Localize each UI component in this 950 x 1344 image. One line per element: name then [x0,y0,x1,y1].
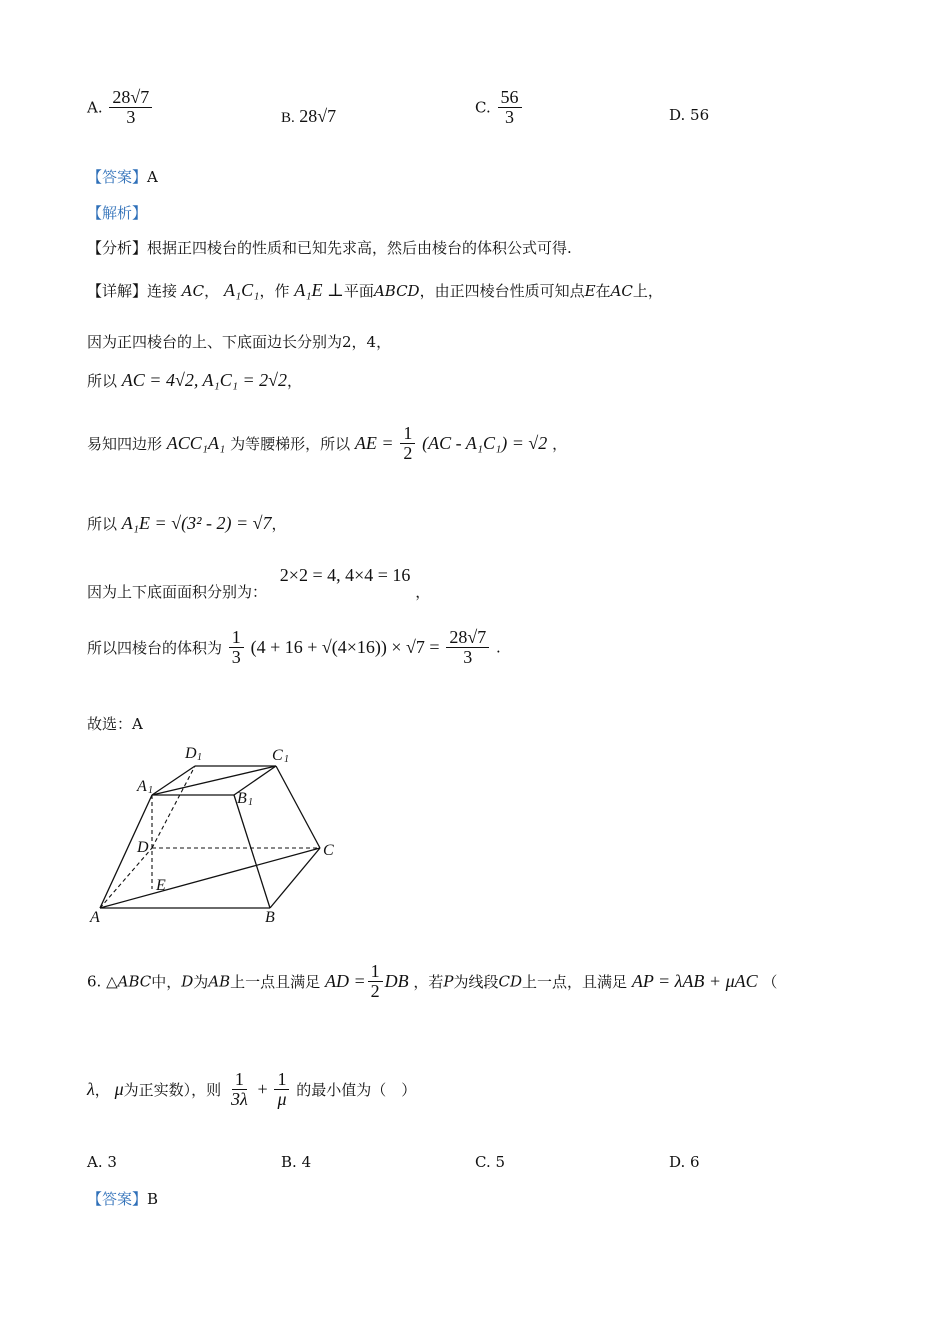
math: ACC₁A₁ [166,432,226,453]
math: CD [498,972,523,991]
label-b1-sub: 1 [248,797,253,808]
math: A₁E ⊥ [294,280,344,300]
q6-option-a [87,1153,117,1171]
math: μ [114,1078,124,1099]
label-e: E [156,877,166,894]
fraction-one-over-mu [274,1070,289,1109]
text: ， [94,1080,110,1099]
option-label: D. [669,106,686,124]
frustum-figure [80,735,350,930]
fraction-denominator: 3λ [230,1088,248,1109]
diag-a-c [100,848,320,908]
fraction-one-over-3lambda [228,1070,251,1109]
fraction-numerator: 1 [229,628,244,648]
text: 【详解】连接 [87,282,178,300]
label-b1: B [237,790,247,807]
answer-value: B [147,1190,159,1208]
diag-a1-c1 [152,766,276,795]
line-areas [87,565,431,601]
label-c1: C [272,747,283,764]
edge-a-d [100,848,152,908]
fraction-denominator: μ [277,1088,287,1109]
text: （ [762,972,778,991]
text: 因为上下底面面积分别为： [87,583,268,601]
fraction-denominator: 2 [403,442,413,463]
label-d1-sub: 1 [197,752,202,763]
text: ， [552,434,568,453]
math: AE = [354,432,394,453]
fraction-numerator: 56 [498,88,522,108]
text: 上一点，且满足 [522,972,628,991]
math: AC [181,282,205,300]
math: E [584,282,596,300]
text: 在 [595,282,611,300]
answer-tag: 【答案】 [87,1190,148,1208]
text: ，由正四棱台性质可知点 [419,282,585,300]
fraction-numerator: 1 [400,424,415,444]
edge-d-d1 [152,766,195,848]
option-label: B. [281,1153,297,1171]
q5-option-d [669,106,709,124]
q5-option-a [87,88,154,127]
fraction-third [229,628,244,667]
math: + [257,1078,268,1099]
text: 上一点且满足 [230,972,321,991]
fraction-denominator: 2 [370,980,380,1001]
math: (4 + 16 + √(4×16)) × √7 = [250,636,440,657]
line-diagonals [87,370,302,391]
text: ， [204,282,220,300]
option-value: 3 [107,1153,117,1171]
option-value: 56 [690,106,710,124]
fenxi-line: 【分析】根据正四棱台的性质和已知先求高，然后由棱台的体积公式可得. [87,239,572,257]
math: AC = 4√2, A₁C₁ = 2√2 [121,370,288,390]
text: ， [271,515,287,533]
option-value: 5 [495,1153,506,1171]
option-c-fraction [498,88,522,127]
line-trapezoid [87,424,567,463]
edge-b-c [270,848,320,908]
q5-option-b [281,106,336,127]
math: AP = λAB + μAC [631,970,758,991]
edge-b-b1 [234,795,270,908]
math: ABCD [373,282,420,300]
text: 上， [632,282,663,300]
text: 为 [193,972,209,991]
q6-option-d [669,1153,700,1171]
fraction-numerator: 1 [368,962,383,982]
q6-option-c [475,1153,505,1171]
text: 为线段 [453,972,499,991]
text: 为正实数），则 [123,1080,222,1099]
math: A₁E = √(3² - 2) = √7 [121,513,272,533]
option-a-fraction [109,88,152,127]
q6-stem-line1 [87,962,777,1001]
fraction-denominator: 3 [505,106,514,127]
q5-option-c [475,88,524,127]
line-side-lengths: 因为正四棱台的上、下底面边长分别为2，4， [87,333,392,351]
fraction-numerator: 28√7 [446,628,489,648]
line-height [87,513,287,534]
fraction-half [400,424,415,463]
fraction-denominator: 3 [231,646,241,667]
math: D [181,972,194,991]
text: 所以 [87,515,118,533]
option-label: C. [475,1153,491,1171]
q6-answer-line [87,1188,158,1209]
text: 易知四边形 [87,434,163,453]
text: 所以 [87,372,118,390]
fraction-numerator: 1 [232,1070,247,1090]
fraction-result [446,628,489,667]
edge-a1-d1 [152,766,195,795]
q6-stem-line2 [87,1070,416,1109]
text: 中， [151,972,182,991]
fraction-denominator: 3 [463,646,473,667]
edge-c-c1 [276,766,320,848]
fraction-numerator: 1 [274,1070,289,1090]
q6-option-b [281,1153,311,1171]
fraction-numerator: 28√7 [109,88,152,108]
math: P [443,972,454,991]
answer-value: A [147,168,158,186]
option-value: 28√7 [299,106,337,126]
label-a1-sub: 1 [148,785,153,796]
option-label: A. [87,1153,103,1171]
answer-tag: 【答案】 [87,168,148,186]
choice-line: 故选：A [87,715,143,733]
text: 为等腰梯形，所以 [230,434,351,453]
text: ， [415,583,431,601]
text: ， [287,372,303,390]
option-label: A. [87,98,103,117]
text: ，作 [259,282,290,300]
option-value: 4 [301,1153,312,1171]
text: 的最小值为（ ） [296,1080,417,1099]
math: 2×2 = 4, 4×4 = 16 [279,565,411,585]
label-b: B [265,909,275,926]
label-a: A [90,909,100,926]
line-volume [87,628,501,667]
text: ，若 [413,972,444,991]
math: A₁C₁ [223,280,260,300]
math: AC [610,282,633,300]
label-c: C [323,842,334,859]
math: AB [208,972,231,991]
label-d: D [137,839,149,856]
answer-line [87,166,158,187]
fraction-half [368,962,383,1001]
math: DB [384,970,409,991]
math: λ [87,1078,95,1099]
option-label: B. [281,110,295,126]
label-c1-sub: 1 [284,754,289,765]
option-label: C. [475,98,491,117]
option-value: 6 [690,1153,700,1171]
text: 6. △ [87,972,118,991]
fraction-denominator: 3 [126,106,136,127]
math: (AC - A₁C₁) = √2 [422,432,548,453]
option-label: D. [669,1153,686,1171]
text: . [496,638,501,657]
math: ABC [117,972,152,991]
label-d1: D [185,745,197,762]
text: 平面 [343,282,374,300]
label-a1: A [137,778,147,795]
math: AD = [324,970,366,991]
analysis-tag: 【解析】 [87,204,148,222]
detail-line [87,280,663,301]
text: 所以四棱台的体积为 [87,638,223,657]
